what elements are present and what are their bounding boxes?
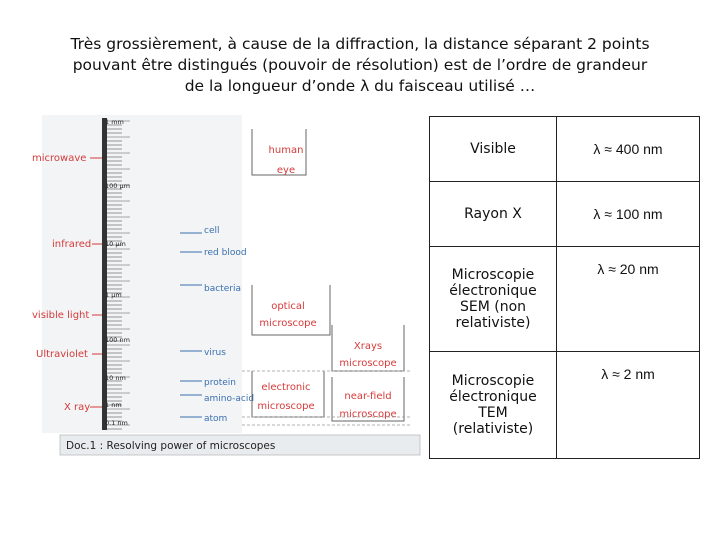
scale-label-100nm: 100 nm <box>105 336 130 344</box>
band-x-ray: X ray <box>64 402 91 413</box>
row-name-rayon-x <box>430 182 557 247</box>
optical-microscope-label-1: optical <box>271 301 305 312</box>
near-field-microscope-label-2: microscope <box>339 409 397 420</box>
row-name-line: électronique <box>449 389 537 405</box>
title-line-3: de la longueur d’onde λ du faisceau utilisé … <box>184 77 536 95</box>
row-name-visible <box>430 117 557 182</box>
scale-label-0-1nm: 0.1 nm <box>105 419 128 427</box>
scale-label-1mm: 1 mm <box>105 118 124 126</box>
object-bacteria: bacteria <box>204 284 241 294</box>
band-infrared: infrared <box>52 239 92 250</box>
row-value-text: λ ≈ 20 nm <box>597 261 659 277</box>
object-cell: cell <box>204 226 220 236</box>
scale-label-10um: 10 µm <box>105 240 126 248</box>
row-name-line: TEM <box>478 405 508 421</box>
resolving-power-diagram <box>30 113 422 458</box>
row-value-rayon-x: λ ≈ 100 nm <box>557 182 700 247</box>
row-value-sem <box>557 247 700 352</box>
row-value-tem <box>557 352 700 459</box>
xrays-microscope-label-1: Xrays <box>353 341 383 352</box>
scale-label-10nm: 10 nm <box>105 374 126 382</box>
electronic-microscope-label-2: microscope <box>257 401 315 412</box>
human-eye-label-2: eye <box>276 165 296 176</box>
title-line-2: pouvant être distingués (pouvoir de résolution) est de l’ordre de grandeur <box>72 56 648 74</box>
row-name-line: (relativiste) <box>452 421 534 437</box>
slide-title <box>20 34 700 97</box>
band-ultraviolet: Ultraviolet <box>36 349 88 360</box>
object-red-blood: red blood <box>204 248 247 258</box>
table-row <box>430 117 700 182</box>
object-protein: protein <box>204 378 236 388</box>
row-name-line: SEM (non <box>459 299 527 315</box>
band-visible-light: visible light <box>32 310 90 321</box>
near-field-microscope-label-1: near-field <box>344 391 392 402</box>
title-line-1: Très grossièrement, à cause de la diffraction, la distance séparant 2 points <box>70 35 650 53</box>
row-name-sem <box>430 247 557 352</box>
table-row <box>430 247 700 352</box>
table-row <box>430 352 700 459</box>
row-name-line: électronique <box>449 283 537 299</box>
object-virus: virus <box>204 348 226 358</box>
instruments <box>242 129 410 425</box>
row-name-tem <box>430 352 557 459</box>
table-row <box>430 182 700 247</box>
row-value-text: λ ≈ 2 nm <box>601 366 655 382</box>
band-microwave: microwave <box>32 153 87 164</box>
row-name-line: relativiste) <box>455 315 531 331</box>
row-name-line: Microscopie <box>451 267 535 283</box>
xrays-microscope-label-2: microscope <box>339 358 397 369</box>
electronic-microscope-label-1: electronic <box>261 382 311 393</box>
scale-label-1um: 1 µm <box>105 291 122 299</box>
scale-bar <box>102 118 107 430</box>
row-name-line: Rayon X <box>464 206 522 222</box>
scale-label-1nm: 1 nm <box>105 401 122 409</box>
row-name-line: Visible <box>470 141 516 157</box>
row-value-visible: λ ≈ 400 nm <box>557 117 700 182</box>
human-eye-label-1: human <box>268 145 304 156</box>
scale-label-100um: 100 µm <box>105 182 130 190</box>
optical-microscope-label-2: microscope <box>259 318 317 329</box>
wavelength-table <box>429 116 700 459</box>
figure-caption: Doc.1 : Resolving power of microscopes <box>66 440 276 452</box>
object-atom: atom <box>204 414 228 424</box>
row-name-line: Microscopie <box>451 373 535 389</box>
object-amino-acid: amino-acid <box>204 394 255 404</box>
